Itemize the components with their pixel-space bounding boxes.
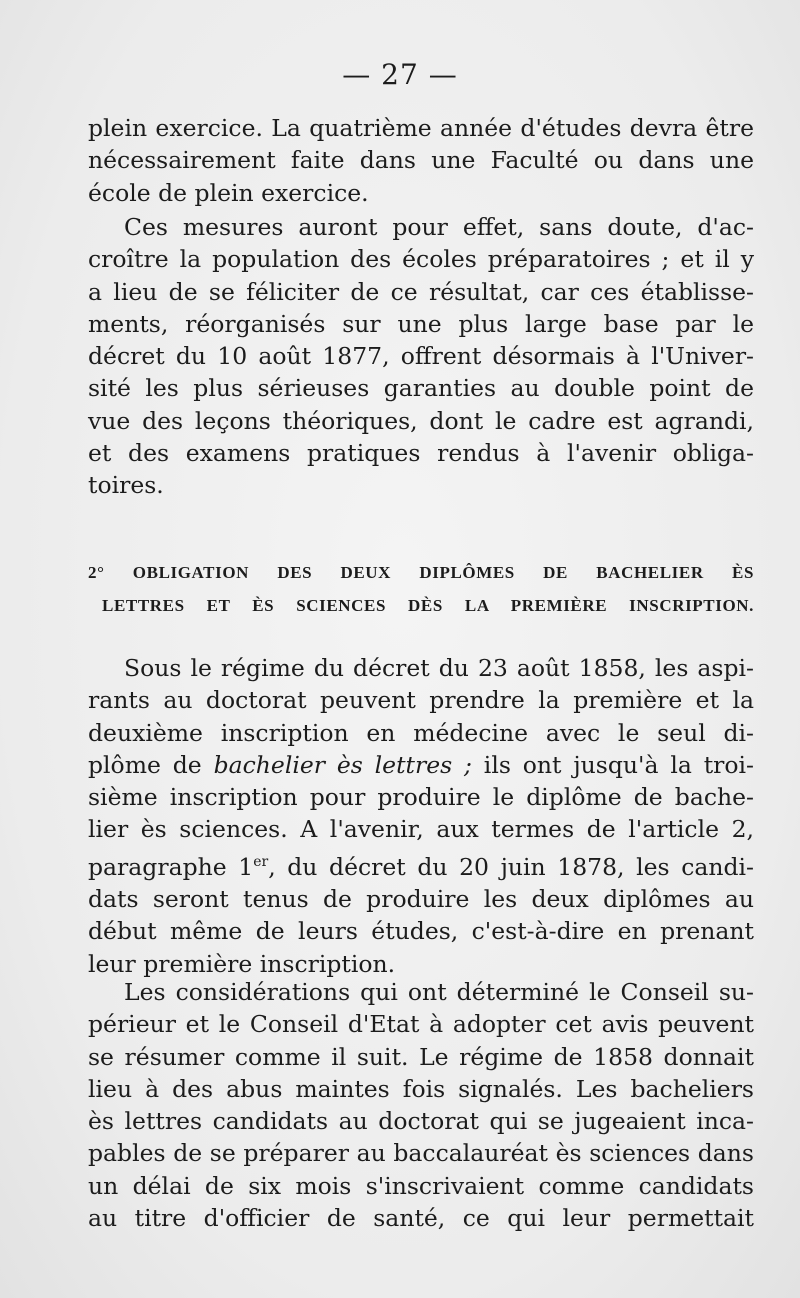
- text-line: un délai de six mois s'inscrivaient comme candidats: [88, 1171, 754, 1200]
- text-line: Ces mesures auront pour effet, sans doute, d'ac-: [124, 213, 754, 241]
- text-line: ès lettres candidats au doctorat qui se jugeaient inca-: [88, 1107, 754, 1136]
- heading-line-2: LETTRES ET ÈS SCIENCES DÈS LA PREMIÈRE INSCRIPTION.: [102, 596, 754, 615]
- text-line: vue des leçons théoriques, dont le cadre est agrandi,: [88, 406, 754, 435]
- superscript: er: [253, 853, 269, 870]
- text-run: plôme de: [88, 750, 214, 779]
- paragraph-3: [88, 652, 754, 980]
- text-line: lier ès sciences. A l'avenir, aux termes de l'article 2,: [88, 815, 754, 844]
- text-line: et des examens pratiques rendus à l'avenir obliga-: [88, 439, 754, 468]
- text-line: leur première inscription.: [88, 949, 396, 978]
- text-line: école de plein exercice.: [88, 178, 369, 207]
- text-line: lieu à des abus maintes fois signalés. Les bacheliers: [88, 1074, 754, 1103]
- text-line: [88, 846, 754, 883]
- text-run: , du décret du 20 juin 1878, les candi-: [268, 852, 754, 881]
- text-line: a lieu de se féliciter de ce résultat, car ces établisse-: [88, 277, 754, 306]
- text-line: sième inscription pour produire le diplôme de bache-: [88, 783, 754, 812]
- text-line: croître la population des écoles préparatoires ; et il y: [88, 245, 754, 274]
- text-line: dats seront tenus de produire les deux diplômes au: [88, 884, 754, 913]
- text-line: nécessairement faite dans une Faculté ou dans une: [88, 146, 754, 175]
- page-number: — 27 —: [342, 58, 458, 91]
- text-line: au titre d'officier de santé, ce qui leur permettait: [88, 1204, 754, 1233]
- paragraph-2: [88, 211, 754, 502]
- text-line: plein exercice. La quatrième année d'études devra être: [88, 114, 754, 142]
- text-line: périeur et le Conseil d'Etat à adopter cet avis peuvent: [88, 1010, 754, 1039]
- italic-title: bachelier ès lettres ;: [213, 750, 472, 779]
- text-line: sité les plus sérieuses garanties au double point de: [88, 374, 754, 403]
- text-line: ments, réorganisés sur une plus large base par le: [88, 309, 754, 338]
- text-line: début même de leurs études, c'est-à-dire en prenant: [88, 917, 754, 946]
- paragraph-1: [88, 112, 754, 209]
- text-line: rants au doctorat peuvent prendre la première et la: [88, 686, 754, 715]
- heading-line-1: 2° OBLIGATION DES DEUX DIPLÔMES DE BACHELIER ÈS: [88, 563, 754, 582]
- text-line: deuxième inscription en médecine avec le seul di-: [88, 718, 754, 747]
- text-run: paragraphe 1: [88, 852, 254, 881]
- text-line: toires.: [88, 471, 164, 500]
- text-line: pables de se préparer au baccalauréat ès sciences dans: [88, 1139, 754, 1168]
- text-line: Les considérations qui ont déterminé le Conseil su-: [124, 978, 754, 1006]
- text-line: Sous le régime du décret du 23 août 1858, les aspi-: [124, 654, 754, 682]
- text-run: ils ont jusqu'à la troi-: [471, 750, 754, 779]
- paragraph-4: [88, 976, 754, 1234]
- text-line: [88, 749, 754, 781]
- text-line: se résumer comme il suit. Le régime de 1858 donnait: [88, 1042, 754, 1071]
- text-line: décret du 10 août 1877, offrent désormais à l'Univer-: [88, 342, 754, 371]
- section-heading: [88, 556, 754, 622]
